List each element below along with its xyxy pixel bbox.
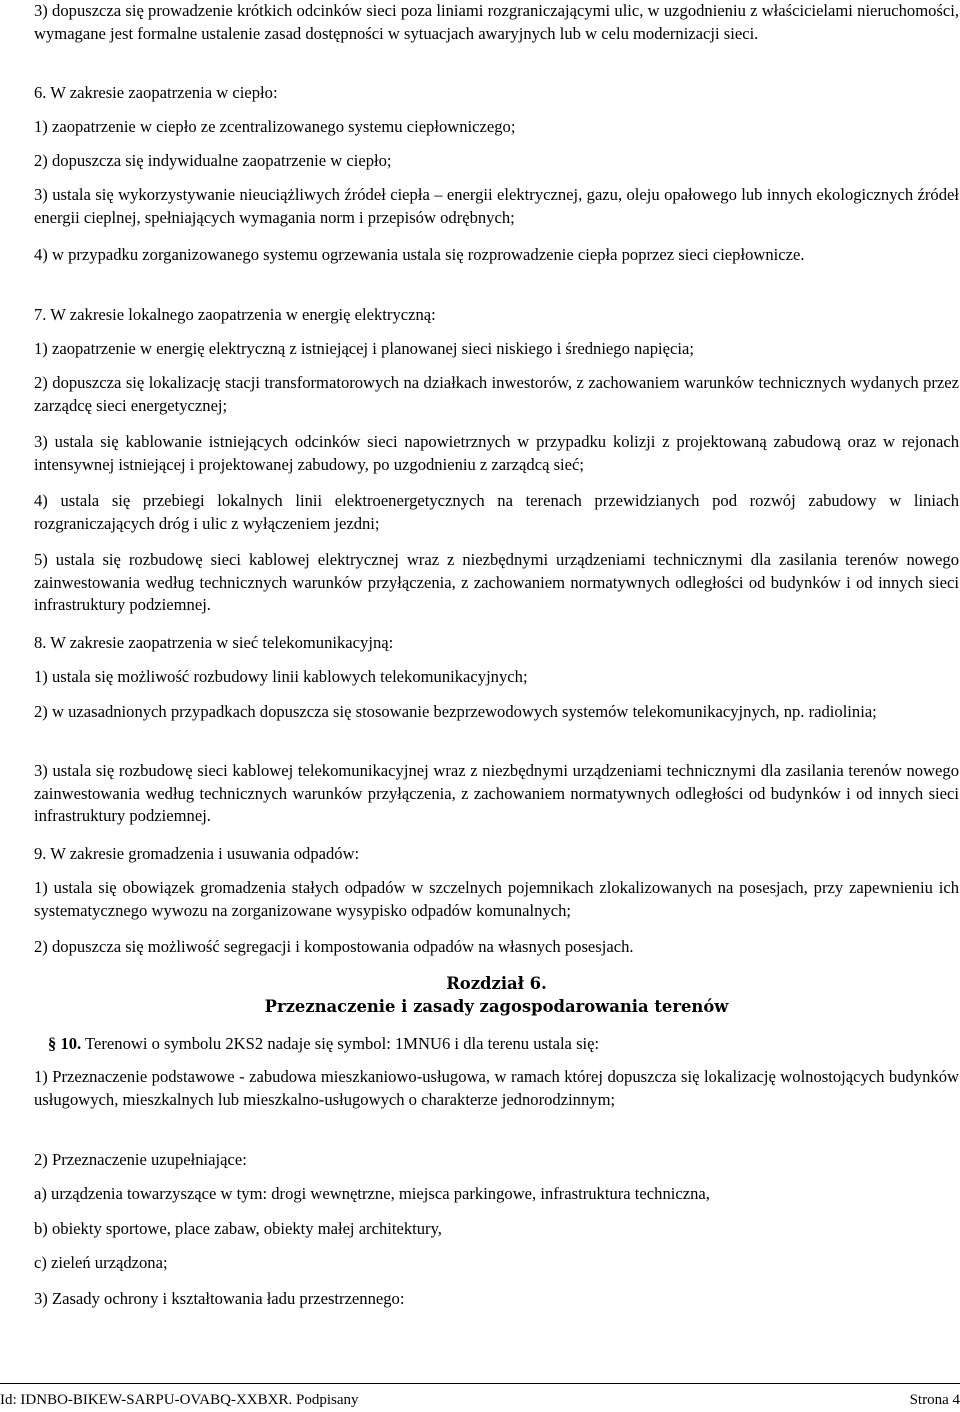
paragraph: 3) dopuszcza się prowadzenie krótkich odcinków sieci poza liniami rozgraniczającymi ulic, w uzgodnieniu z właścicielami nieruchomości, wymagane jest formalne ustalenie zasad dostępności w sytuacjach awaryjnych lub w celu modernizacji sieci. (34, 1, 959, 43)
paragraph: 2) dopuszcza się możliwość segregacji i kompostowania odpadów na własnych posesjach. (34, 937, 634, 956)
paragraph: 8. W zakresie zaopatrzenia w sieć telekomunikacyjną: (34, 633, 394, 652)
footer-document-id: Id: IDNBO-BIKEW-SARPU-OVABQ-XXBXR. Podpisany (0, 1392, 359, 1408)
footer-page-number: Strona 4 (909, 1392, 960, 1408)
paragraph: 2) Przeznaczenie uzupełniające: (34, 1150, 247, 1169)
paragraph: 4) ustala się przebiegi lokalnych linii elektroenergetycznych na terenach przewidzianych pod rozwój zabudowy w liniach rozgraniczających dróg i ulic z wyłączeniem jezdni; (34, 491, 959, 533)
paragraph: b) obiekty sportowe, place zabaw, obiekty małej architektury, (34, 1219, 442, 1238)
paragraph: 1) ustala się możliwość rozbudowy linii kablowych telekomunikacyjnych; (34, 667, 528, 686)
paragraph: 2) w uzasadnionych przypadkach dopuszcza się stosowanie bezprzewodowych systemów telekomunikacyjnych, np. radiolinia; (34, 702, 877, 721)
section-10 (48, 1033, 959, 1056)
paragraph: 5) ustala się rozbudowę sieci kablowej elektrycznej wraz z niezbędnymi urządzeniami technicznymi dla zasilania terenów nowego zainwestowania według technicznych warunków przyłączenia, z zachowaniem normatywnych odległości od budynków i od innych sieci infrastruktury podziemnej. (34, 550, 959, 614)
paragraph: a) urządzenia towarzyszące w tym: drogi wewnętrzne, miejsca parkingowe, infrastruktura techniczna, (34, 1184, 710, 1203)
section-10-mark: § 10. (48, 1034, 82, 1053)
paragraph: c) zieleń urządzona; (34, 1253, 168, 1272)
paragraph: 1) zaopatrzenie w ciepło ze zcentralizowanego systemu ciepłowniczego; (34, 117, 516, 136)
paragraph: 3) Zasady ochrony i kształtowania ładu przestrzennego: (34, 1289, 405, 1308)
paragraph: 3) ustala się kablowanie istniejących odcinków sieci napowietrznych w przypadku kolizji z projektowaną zabudową oraz w rejonach intensywnej istniejącej i projektowanej zabudowy, po uzgodnieniu z zarządcą sieć; (34, 432, 959, 474)
paragraph: 9. W zakresie gromadzenia i usuwania odpadów: (34, 844, 360, 863)
paragraph: 1) zaopatrzenie w energię elektryczną z istniejącej i planowanej sieci niskiego i średniego napięcia; (34, 339, 694, 358)
chapter-subtitle: Przeznaczenie i zasady zagospodarowania terenów (264, 996, 729, 1016)
chapter-heading (34, 973, 959, 1018)
chapter-title: Rozdział 6. (446, 974, 547, 993)
paragraph: 7. W zakresie lokalnego zaopatrzenia w energię elektryczną: (34, 305, 436, 324)
paragraph: 2) dopuszcza się lokalizację stacji transformatorowych na działkach inwestorów, z zachowaniem warunków technicznych wydanych przez zarządcę sieci energetycznej; (34, 373, 959, 415)
paragraph: 1) Przeznaczenie podstawowe - zabudowa mieszkaniowo-usługowa, w ramach której dopuszcza się lokalizację wolnostojących budynków usługowych, mieszkalnych lub mieszkalno-usługowych o charakterze jednorodzinnym; (34, 1067, 959, 1109)
paragraph: 3) ustala się wykorzystywanie nieuciążliwych źródeł ciepła – energii elektrycznej, gazu, oleju opałowego lub innych ekologicznych źródeł energii cieplnej, spełniających wymagania norm i przepisów odrębnych; (34, 185, 959, 227)
paragraph: 3) ustala się rozbudowę sieci kablowej telekomunikacyjnej wraz z niezbędnymi urządzeniami technicznymi dla zasilania terenów nowego zainwestowania według technicznych warunków przyłączenia, z zachowaniem normatywnych odległości od budynków i od innych sieci infrastruktury podziemnej. (34, 761, 959, 825)
paragraph: 1) ustala się obowiązek gromadzenia stałych odpadów w szczelnych pojemnikach zlokalizowanych na posesjach, przy zapewnieniu ich systematycznego wywozu na zorganizowane wysypisko odpadów komunalnych; (34, 878, 959, 920)
section-10-text: Terenowi o symbolu 2KS2 nadaje się symbol: 1MNU6 i dla terenu ustala się: (81, 1034, 600, 1053)
paragraph: 4) w przypadku zorganizowanego systemu ogrzewania ustala się rozprowadzenie ciepła poprzez sieci ciepłownicze. (34, 245, 805, 264)
page-footer (0, 1389, 960, 1412)
paragraph: 2) dopuszcza się indywidualne zaopatrzenie w ciepło; (34, 151, 392, 170)
paragraph: 6. W zakresie zaopatrzenia w ciepło: (34, 83, 278, 102)
footer-divider (0, 1383, 960, 1384)
